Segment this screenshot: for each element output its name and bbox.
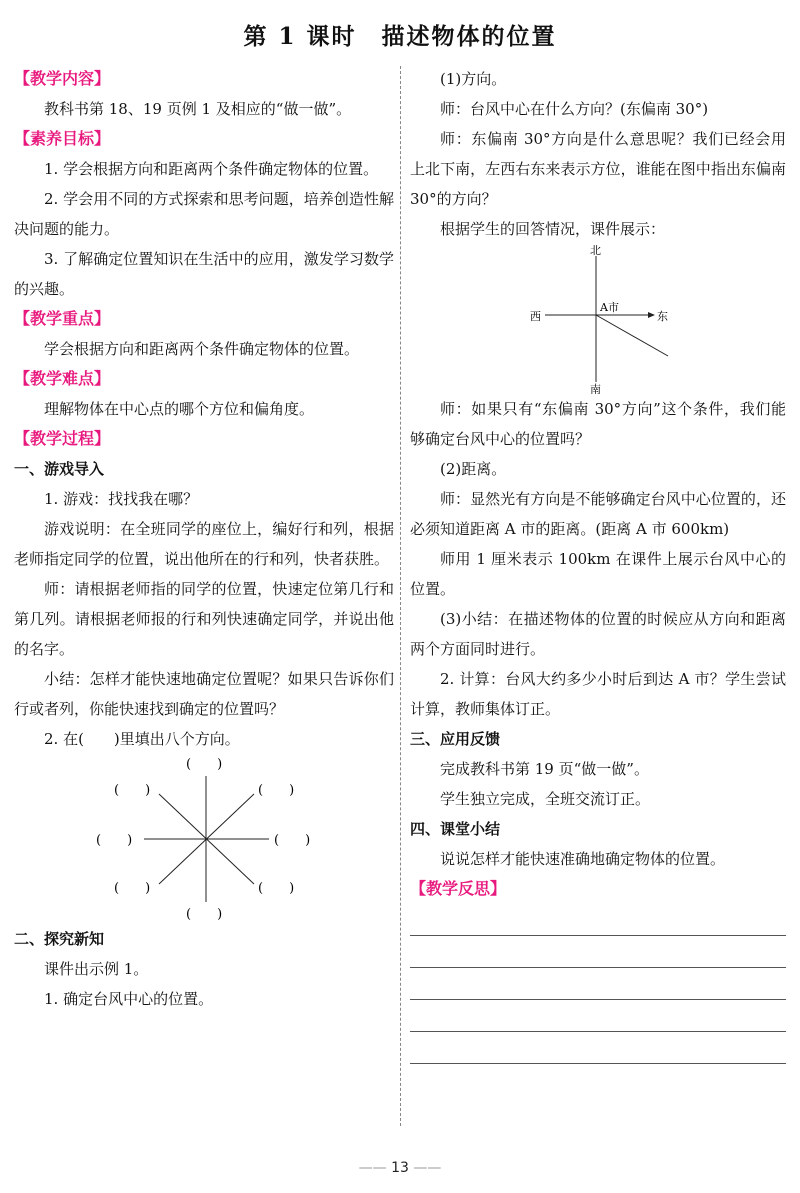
reflection-lines: [410, 904, 786, 1064]
compass-east: 东: [657, 310, 668, 323]
content-text: 教科书第 18、19 页例 1 及相应的“做一做”。: [44, 100, 352, 118]
summary-3: (3)小结：在描述物体的位置的时候应从方向和距离两个方面同时进行。: [410, 610, 786, 658]
direction-label: (1)方向。: [440, 70, 507, 88]
game-description: 游戏说明：在全班同学的座位上，编好行和列，根据老师指定同学的位置，说出他所在的行和列，快者获胜。: [14, 520, 394, 568]
blank-southeast: ( ): [258, 881, 295, 896]
column-divider: [400, 66, 401, 1126]
section-3-heading: 三、应用反馈: [410, 730, 501, 748]
section-2-heading: 二、探究新知: [14, 930, 105, 948]
class-summary: 说说怎样才能快速准确地确定物体的位置。: [440, 850, 726, 868]
apply-1: 完成教科书第 19 页“做一做”。: [440, 760, 649, 778]
page-number: 13: [391, 1160, 409, 1176]
compass-diagram: [410, 244, 786, 394]
teacher-instruction: 师：请根据老师指的同学的位置，快速定位第几行和第几列。请根据老师报的行和列快速确定同学，并说出他的名字。: [14, 580, 394, 658]
eight-directions-svg: [14, 754, 394, 924]
goal-2: 2. 学会用不同的方式探索和思考问题，培养创造性解决问题的能力。: [14, 190, 394, 238]
heading-content: 【教学内容】: [14, 69, 111, 88]
apply-2: 学生独立完成，全班交流订正。: [440, 790, 651, 808]
goal-1: 1. 学会根据方向和距离两个条件确定物体的位置。: [44, 160, 379, 178]
calculation-task: 2. 计算：台风大约多少小时后到达 A 市？学生尝试计算，教师集体订正。: [410, 670, 786, 718]
distance-label: (2)距离。: [440, 460, 507, 478]
question-5: 师用 1 厘米表示 100km 在课件上展示台风中心的位置。: [410, 550, 786, 598]
heading-reflection: 【教学反思】: [410, 879, 507, 898]
heading-goals: 【素养目标】: [14, 129, 111, 148]
heading-difficulties: 【教学难点】: [14, 369, 111, 388]
page-footer: —— 13 ——: [358, 1160, 442, 1176]
courseware-show: 根据学生的回答情况，课件展示：: [440, 220, 666, 238]
blank-northwest: ( ): [114, 783, 151, 798]
question-1: 师：台风中心在什么方向？(东偏南 30°): [440, 100, 709, 118]
blank-north: ( ): [186, 757, 223, 772]
step-1-text: 1. 确定台风中心的位置。: [44, 990, 214, 1008]
heading-process: 【教学过程】: [14, 429, 111, 448]
question-3: 师：如果只有“东偏南 30°方向”这个条件，我们能够确定台风中心的位置吗？: [410, 400, 786, 448]
reflection-line: [410, 1000, 786, 1032]
difficulties-text: 理解物体在中心点的哪个方位和偏角度。: [44, 400, 315, 418]
question-4: 师：显然光有方向是不能够确定台风中心位置的，还必须知道距离 A 市的距离。(距离 A 市 600km): [410, 490, 786, 538]
blank-west: ( ): [96, 833, 133, 848]
question-2: 师：东偏南 30°方向是什么意思呢？我们已经会用上北下南，左西右东来表示方位，谁能在图中指出东偏南 30°的方向？: [410, 130, 786, 208]
blank-south: ( ): [186, 907, 223, 922]
page-title: 第 1 课时 描述物体的位置: [243, 23, 557, 50]
heading-key-points: 【教学重点】: [14, 309, 111, 328]
reflection-line: [410, 1032, 786, 1064]
game-summary: 小结：怎样才能快速地确定位置呢？如果只告诉你们行或者列，你能快速找到确定的位置吗？: [14, 670, 394, 718]
game-title: 1. 游戏：找找我在哪？: [44, 490, 199, 508]
left-column: [14, 64, 394, 1014]
fill-directions-task: 2. 在( )里填出八个方向。: [44, 730, 240, 748]
section-4-heading: 四、课堂小结: [410, 820, 501, 838]
reflection-line: [410, 968, 786, 1000]
blank-southwest: ( ): [114, 881, 151, 896]
reflection-line: [410, 904, 786, 936]
compass-north: 北: [590, 244, 601, 257]
courseware-text: 课件出示例 1。: [44, 960, 149, 978]
reflection-line: [410, 936, 786, 968]
compass-south: 南: [590, 383, 601, 394]
section-1-heading: 一、游戏导入: [14, 460, 105, 478]
blank-northeast: ( ): [258, 783, 295, 798]
eight-directions-diagram: [14, 754, 394, 924]
right-column: [410, 64, 786, 1064]
compass-svg: [410, 244, 786, 394]
compass-center: A市: [600, 301, 619, 314]
blank-east: ( ): [274, 833, 311, 848]
key-points-text: 学会根据方向和距离两个条件确定物体的位置。: [44, 340, 360, 358]
goal-3: 3. 了解确定位置知识在生活中的应用，激发学习数学的兴趣。: [14, 250, 394, 298]
compass-west: 西: [530, 310, 541, 323]
